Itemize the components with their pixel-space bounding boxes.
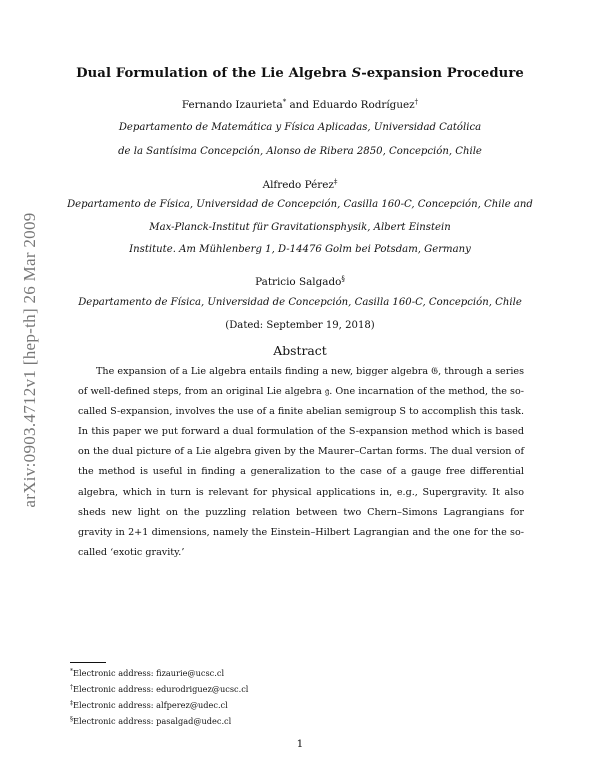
arxiv-stamp-text: arXiv:0903.4712v1 [hep-th] 26 Mar 2009 [20,212,39,508]
affiliation-2-line-3: Institute. Am Mühlenberg 1, D-14476 Golm bei Potsdam, Germany [129,244,471,255]
affiliation-3-line-1: Departamento de Física, Universidad de Concepción, Casilla 160-C, Concepción, Chile [78,297,522,308]
affiliation-1-line-1: Departamento de Matemática y Física Aplicadas, Universidad Católica [118,122,482,133]
dated-line: (Dated: September 19, 2018) [225,320,375,331]
footnote-2: †Electronic address: edurodriguez@ucsc.cl [70,684,249,694]
arxiv-stamp [18,190,42,530]
abstract-body [78,362,524,563]
author-line-1: Fernando Izaurieta* and Eduardo Rodríguez† [181,98,419,111]
author-line-2: Alfredo Pérez‡ [262,178,338,191]
abstract-heading: Abstract [273,343,327,358]
footnote-1: *Electronic address: fizaurie@ucsc.cl [70,668,225,678]
affiliation-2-line-1: Departamento de Física, Universidad de Concepción, Casilla 160-C, Concepción, Chile and [67,199,533,210]
footnote-3: ‡Electronic address: alfperez@udec.cl [70,700,228,710]
abstract-paragraph: The expansion of a Lie algebra entails finding a new, bigger algebra 𝔊, through a series of well-defined steps, from an original Lie algebra 𝔤. One incarnation of the method, the so-called S-expansion, involves the use of a finite abelian semigroup S to accomplish this task. In this paper we put forward a dual formulation of the S-expansion method which is based on the dual picture of a Lie algebra given by the Maurer–Cartan forms. The dual version of the method is useful in finding a generalization to the case of a gauge free differential algebra, which in turn is relevant for physical applications in, e.g., Supergravity. It also sheds new light on the puzzling relation between two Chern–Simons Lagrangians for gravity in 2+1 dimensions, namely the Einstein–Hilbert Lagrangian and the one for the so-called ‘exotic gravity.’ [78,366,524,558]
affiliation-2-line-2: Max-Planck-Institut für Gravitationsphysik, Albert Einstein [149,222,451,233]
author-line-3: Patricio Salgado§ [255,275,345,288]
footnote-rule [70,662,106,663]
affiliation-1-line-2: de la Santísima Concepción, Alonso de Ribera 2850, Concepción, Chile [118,146,482,157]
page-number: 1 [296,738,304,750]
footnote-4: §Electronic address: pasalgad@udec.cl [70,716,232,726]
paper-title: Dual Formulation of the Lie Algebra S-expansion Procedure [76,66,524,81]
